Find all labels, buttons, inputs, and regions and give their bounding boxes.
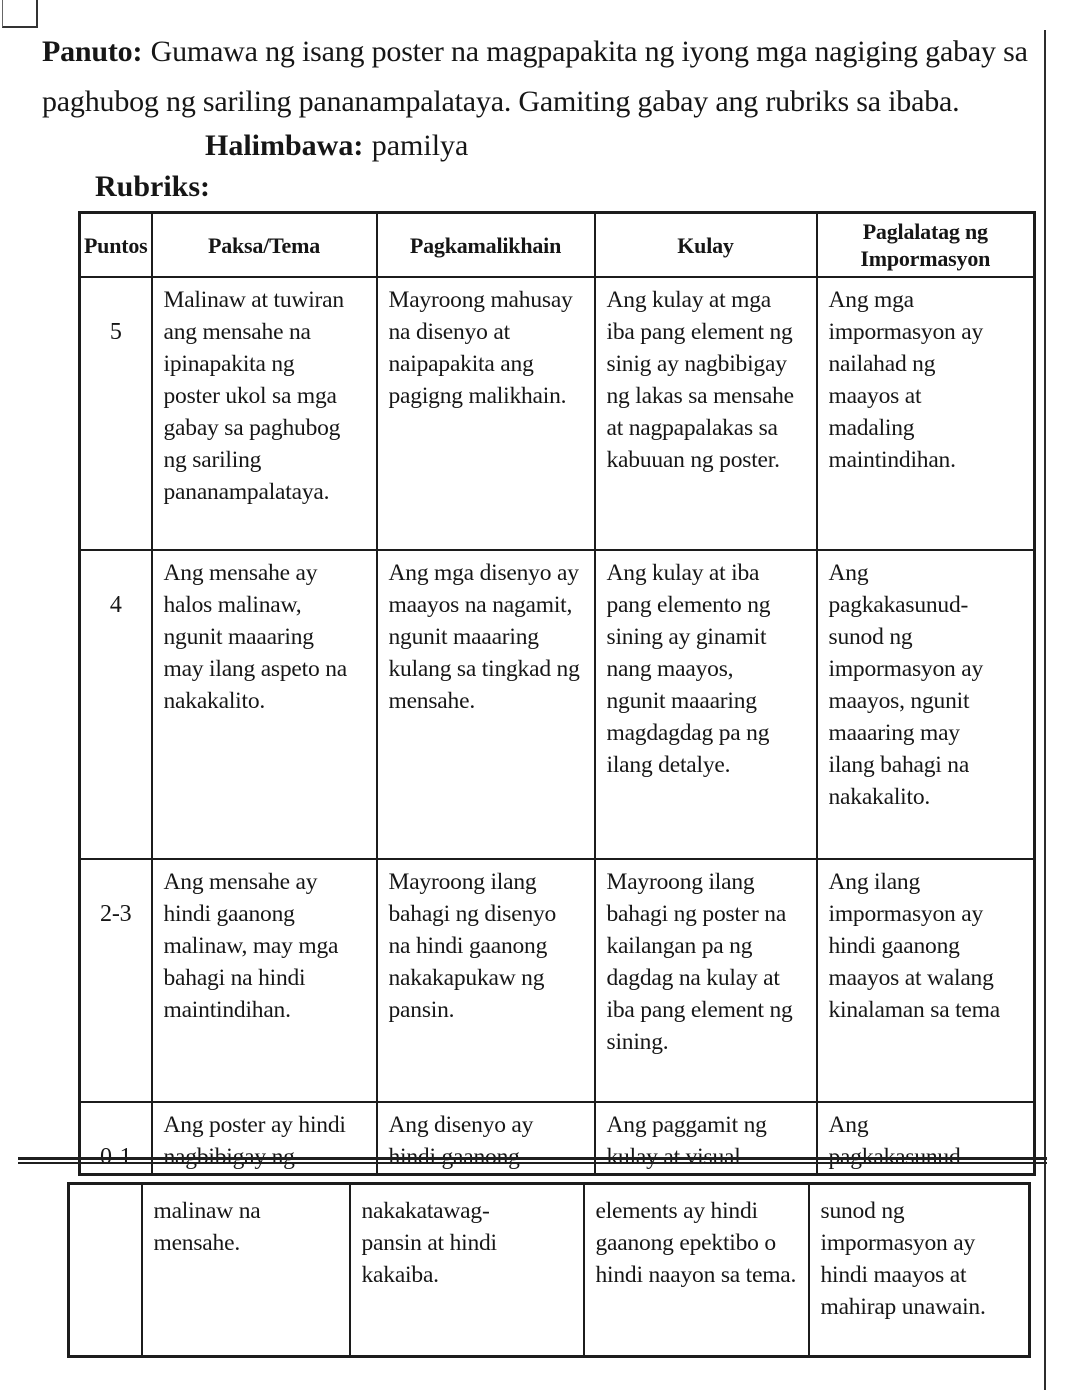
cell-r4-paglalatag: Ang pagkakasunud-sunod ng impormasyon ay maayos, ngunit maaaring may ilang bahagi na nakakalito. (817, 550, 1035, 859)
rubrics-heading: Rubriks: (95, 170, 211, 203)
instructions-body: Gumawa ng isang poster na magpapakita ng iyong mga nagiging gabay sa paghubog ng sariling pananampalataya. Gamiting gabay ang rubriks sa ibaba. (42, 35, 1028, 118)
rubric-row-4 (80, 550, 1035, 859)
cell-r23-kulay: Mayroong ilang bahagi ng poster na kailangan pa ng dagdag na kulay at iba pang element ng sining. (595, 859, 817, 1102)
cell-r5-paglalatag: Ang mga impormasyon ay nailahad ng maayos at madaling maintindihan. (817, 277, 1035, 550)
cell-r01-kulay: Ang paggamit ng kulay at visual (595, 1102, 817, 1175)
rubric-row-2-3 (80, 859, 1035, 1102)
cell-r01-score: 0-1 (80, 1102, 152, 1175)
cell-r4-paksa: Ang mensahe ay halos malinaw, ngunit maaaring may ilang aspeto na nakakalito. (152, 550, 377, 859)
cell-r5-score: 5 (80, 277, 152, 550)
cell-r4-score: 4 (80, 550, 152, 859)
rubric-continuation-table (67, 1182, 1031, 1358)
rubric-row-5 (80, 277, 1035, 550)
cell-cont-paglalatag: sunod ng impormasyon ay hindi maayos at mahirap unawain. (809, 1184, 1030, 1357)
header-cell-kulay: Kulay (595, 213, 817, 278)
cell-r5-pagkamalikhain: Mayroong mahusay na disenyo at naipapakita ang pagigng malikhain. (377, 277, 595, 550)
cell-r23-pagkamalikhain: Mayroong ilang bahagi ng disenyo na hindi gaanong nakakapukaw ng pansin. (377, 859, 595, 1102)
cell-r01-pagkamalikhain: Ang disenyo ay hindi gaanong (377, 1102, 595, 1175)
page-break-rule (18, 1157, 1047, 1164)
cell-r23-paksa: Ang mensahe ay hindi gaanong malinaw, may mga bahagi na hindi maintindihan. (152, 859, 377, 1102)
cell-r4-pagkamalikhain: Ang mga disenyo ay maayos na nagamit, ngunit maaaring kulang sa tingkad ng mensahe. (377, 550, 595, 859)
cell-cont-kulay: elements ay hindi gaanong epektibo o hindi naayon sa tema. (584, 1184, 809, 1357)
instructions-text (42, 27, 1042, 127)
continuation-row-0-1 (69, 1184, 1030, 1357)
cell-cont-paksa: malinaw na mensahe. (142, 1184, 350, 1357)
page-corner-mark (2, 0, 38, 28)
cell-r5-paksa: Malinaw at tuwiran ang mensahe na ipinapakita ng poster ukol sa mga gabay sa paghubog ng sariling pananampalataya. (152, 277, 377, 550)
rubric-table (78, 211, 1036, 1176)
instructions-label: Panuto: (42, 35, 143, 68)
cell-r4-kulay: Ang kulay at iba pang elemento ng sining ay ginamit nang maayos, ngunit maaaring magdagdag pa ng ilang detalye. (595, 550, 817, 859)
cell-cont-score (69, 1184, 142, 1357)
cell-r01-paglalatag: Ang pagkakasunud- (817, 1102, 1035, 1175)
page-edge-line (1044, 30, 1046, 1390)
rubric-header-row (80, 213, 1035, 278)
cell-r5-kulay: Ang kulay at mga iba pang element ng sinig ay nagbibigay ng lakas sa mensahe at nagpapalakas sa kabuuan ng poster. (595, 277, 817, 550)
cell-r23-score: 2-3 (80, 859, 152, 1102)
cell-r01-paksa: Ang poster ay hindi nagbibigay ng (152, 1102, 377, 1175)
cell-r23-paglalatag: Ang ilang impormasyon ay hindi gaanong maayos at walang kinalaman sa tema (817, 859, 1035, 1102)
example-label: Halimbawa: (205, 129, 364, 162)
header-cell-paksa-tema: Paksa/Tema (152, 213, 377, 278)
example-text (205, 126, 468, 166)
cell-cont-pagkamalikhain: nakakatawag-pansin at hindi kakaiba. (350, 1184, 584, 1357)
rubric-table-clip-region (78, 211, 1038, 1170)
header-cell-pagkamalikhain: Pagkamalikhain (377, 213, 595, 278)
header-cell-puntos: Puntos (80, 213, 152, 278)
example-body: pamilya (371, 129, 469, 162)
header-cell-paglalatag: Paglalatag ng Impormasyon (817, 213, 1035, 278)
